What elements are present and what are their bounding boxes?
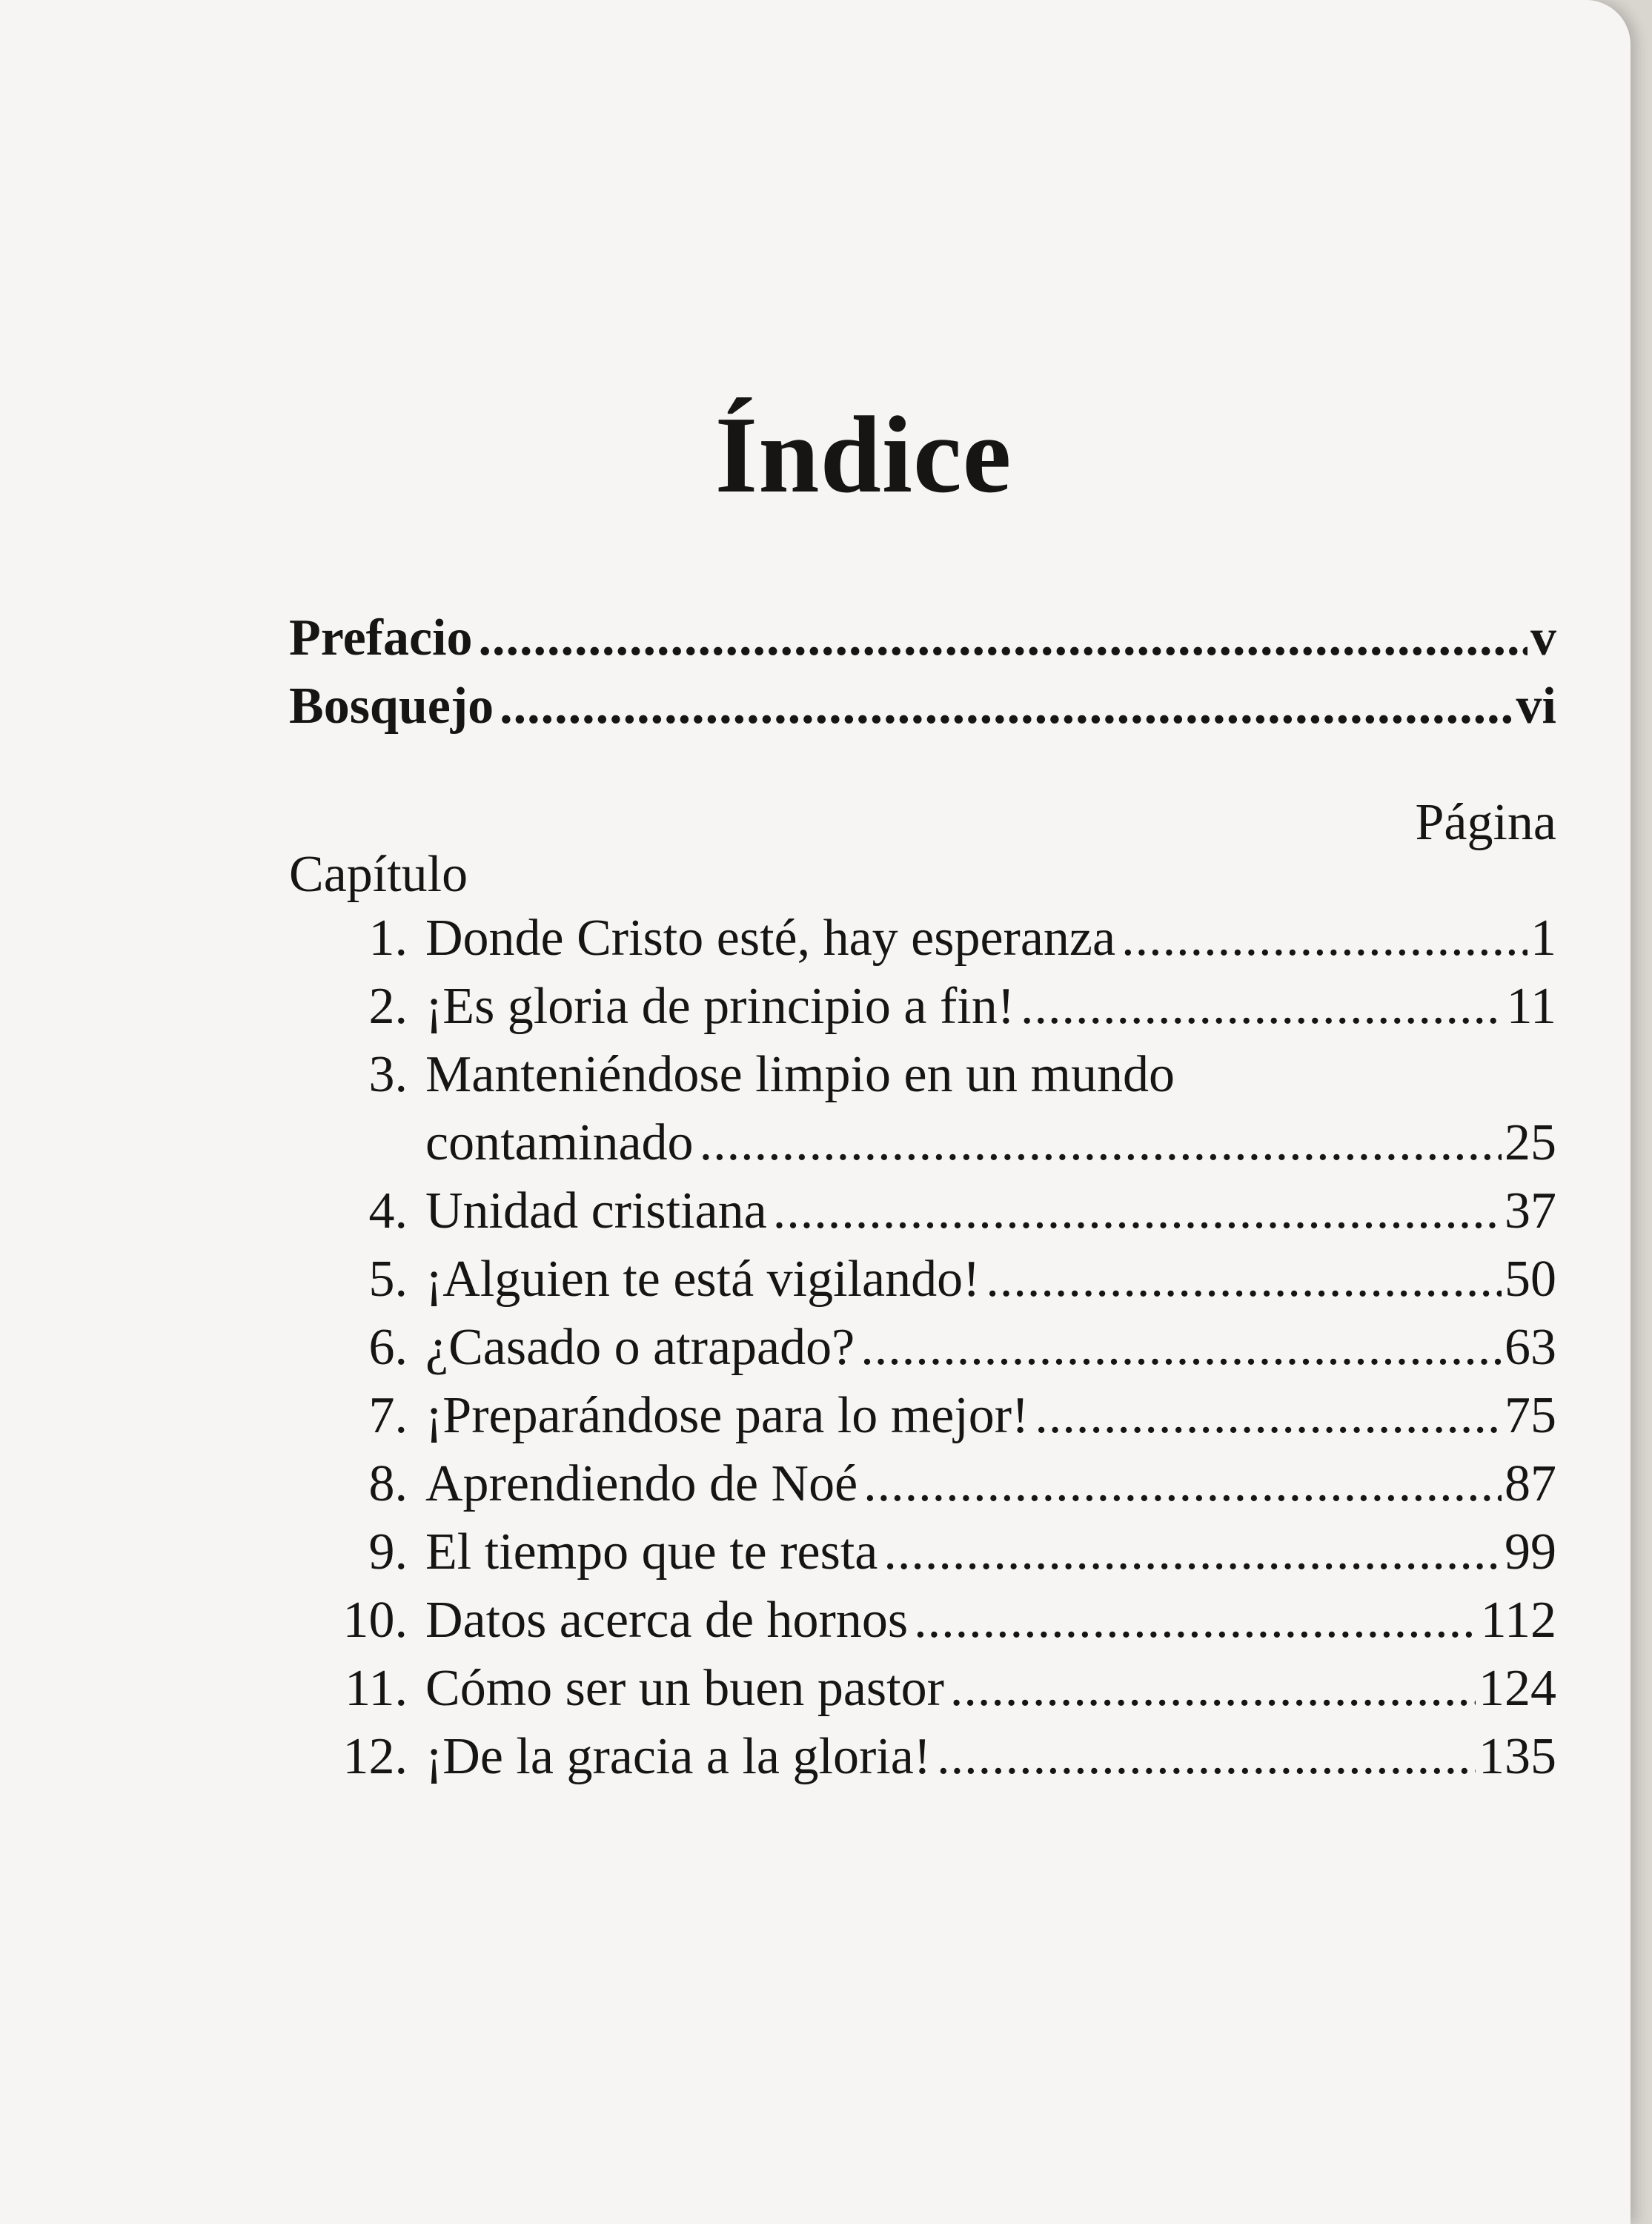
- entry-page: v: [1530, 609, 1556, 666]
- toc-entry: [289, 1655, 1556, 1723]
- dot-leader: [478, 604, 1527, 672]
- chapter-page: 63: [1505, 1319, 1556, 1376]
- chapter-page: 1: [1530, 910, 1556, 967]
- chapter-page: 75: [1505, 1387, 1556, 1444]
- dot-leader: [773, 1177, 1502, 1245]
- chapter-number: 11.: [345, 1660, 408, 1717]
- chapter-page: 87: [1505, 1455, 1556, 1512]
- chapter-title-continued: contaminado: [425, 1114, 694, 1171]
- toc-entry-continuation: [289, 1109, 1556, 1177]
- chapter-number: 8.: [368, 1455, 408, 1512]
- chapter-page: 124: [1479, 1660, 1556, 1717]
- front-matter-list: [289, 604, 1556, 741]
- chapter-number: 7.: [368, 1387, 408, 1444]
- toc-entry-bosquejo: [289, 672, 1556, 741]
- toc-entry: [289, 1382, 1556, 1450]
- chapter-number: 4.: [368, 1182, 408, 1240]
- dot-leader: [700, 1109, 1502, 1177]
- dot-leader: [914, 1586, 1478, 1655]
- chapter-title: Unidad cristiana: [425, 1182, 767, 1240]
- chapter-number: 10.: [342, 1592, 408, 1649]
- page-header: Página: [1415, 794, 1556, 851]
- chapter-page: 50: [1505, 1251, 1556, 1308]
- page-title: Índice: [714, 394, 1012, 516]
- toc-entry: [289, 904, 1556, 973]
- chapter-title: ¡Alguien te está vigilando!: [425, 1251, 981, 1308]
- chapter-number: 12.: [342, 1728, 408, 1785]
- chapter-number: 5.: [368, 1251, 408, 1308]
- dot-leader: [950, 1655, 1476, 1723]
- chapter-number: 1.: [368, 910, 408, 967]
- entry-label: Prefacio: [289, 609, 473, 666]
- toc-entry: [289, 1723, 1556, 1791]
- toc-entry: [289, 1177, 1556, 1245]
- chapter-title: Aprendiendo de Noé: [425, 1455, 858, 1512]
- dot-leader: [863, 1450, 1502, 1518]
- chapter-number: 3.: [368, 1046, 408, 1103]
- chapter-number: 6.: [368, 1319, 408, 1376]
- toc-entry: [289, 1041, 1556, 1109]
- dot-leader: [860, 1314, 1502, 1382]
- dot-leader: [500, 672, 1513, 741]
- chapter-title: Datos acerca de hornos: [425, 1592, 909, 1649]
- toc-entry: [289, 1586, 1556, 1655]
- chapter-page: 112: [1480, 1592, 1556, 1649]
- chapter-title: El tiempo que te resta: [425, 1523, 878, 1581]
- chapter-title: Donde Cristo esté, hay esperanza: [425, 910, 1116, 967]
- chapter-title: Manteniéndose limpio en un mundo: [425, 1046, 1175, 1103]
- chapter-list: [289, 793, 1556, 1791]
- dot-leader: [883, 1518, 1502, 1586]
- chapter-header: Capítulo: [289, 846, 468, 903]
- chapter-number: 9.: [368, 1523, 408, 1581]
- entry-label: Bosquejo: [289, 678, 494, 735]
- chapter-page: 135: [1479, 1728, 1556, 1785]
- dot-leader: [1021, 973, 1504, 1041]
- dot-leader: [1121, 904, 1527, 973]
- toc-entry-prefacio: [289, 604, 1556, 672]
- chapter-title: ¡Es gloria de principio a fin!: [425, 978, 1015, 1035]
- chapter-page: 25: [1505, 1114, 1556, 1171]
- dot-leader: [986, 1245, 1502, 1314]
- toc-entry: [289, 1245, 1556, 1314]
- dot-leader: [1035, 1382, 1502, 1450]
- toc-entry: [289, 1314, 1556, 1382]
- chapter-page: 37: [1505, 1182, 1556, 1240]
- chapter-title: ¡De la gracia a la gloria!: [425, 1728, 932, 1785]
- chapter-number: 2.: [368, 978, 408, 1035]
- toc-entry: [289, 1450, 1556, 1518]
- entry-page: vi: [1516, 678, 1556, 735]
- toc-entry: [289, 973, 1556, 1041]
- chapter-title: Cómo ser un buen pastor: [425, 1660, 944, 1717]
- chapter-title: ¡Preparándose para lo mejor!: [425, 1387, 1029, 1444]
- chapter-page: 11: [1506, 978, 1556, 1035]
- toc-entry: [289, 1518, 1556, 1586]
- column-headers: [289, 793, 1556, 904]
- chapter-page: 99: [1505, 1523, 1556, 1581]
- chapter-title: ¿Casado o atrapado?: [425, 1319, 855, 1376]
- dot-leader: [937, 1723, 1476, 1791]
